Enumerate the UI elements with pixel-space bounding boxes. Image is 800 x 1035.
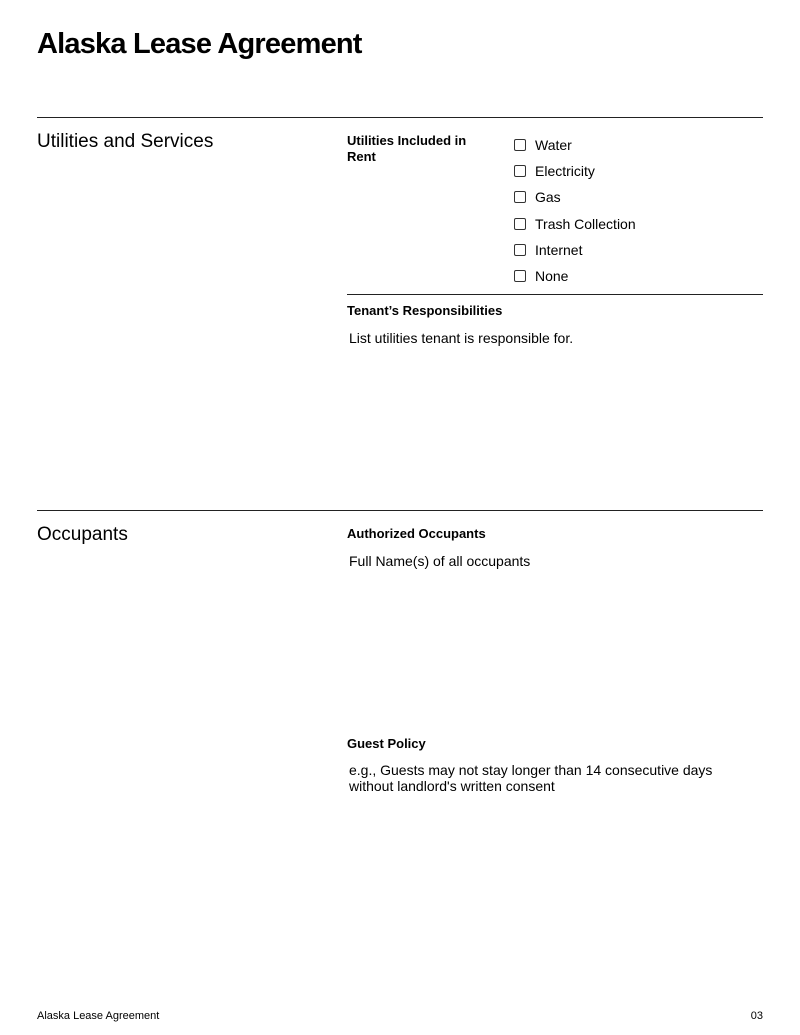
authorized-occupants-field[interactable]: Full Name(s) of all occupants [349, 553, 531, 569]
checkbox-label: Trash Collection [535, 215, 636, 232]
checkbox-label: Water [535, 137, 572, 154]
guest-policy-field[interactable]: e.g., Guests may not stay longer than 14 consecutive days without landlord's written consent [349, 762, 713, 794]
footer-document-name: Alaska Lease Agreement [37, 1010, 160, 1022]
checkbox-gas[interactable] [514, 184, 636, 210]
checkbox-internet[interactable] [514, 237, 636, 263]
checkbox-label: None [535, 268, 569, 285]
utilities-included-label: Utilities Included in Rent [347, 133, 467, 164]
checkbox-none[interactable] [514, 263, 636, 289]
checkbox-electricity[interactable] [514, 158, 636, 184]
checkbox-icon[interactable] [514, 165, 526, 177]
checkbox-water[interactable] [514, 132, 636, 158]
document-title: Alaska Lease Agreement [37, 28, 362, 60]
checkbox-trash-collection[interactable] [514, 211, 636, 237]
checkbox-icon[interactable] [514, 191, 526, 203]
authorized-occupants-label: Authorized Occupants [347, 526, 486, 541]
utilities-section-title: Utilities and Services [37, 131, 214, 152]
checkbox-icon[interactable] [514, 139, 526, 151]
checkbox-label: Gas [535, 189, 561, 206]
occupants-section-title: Occupants [37, 524, 128, 545]
footer-page-number: 03 [750, 1010, 763, 1022]
guest-policy-label: Guest Policy [347, 736, 426, 751]
utilities-checklist [514, 132, 636, 289]
checkbox-icon[interactable] [514, 244, 526, 256]
subsection-divider [347, 294, 763, 295]
checkbox-label: Internet [535, 241, 583, 258]
checkbox-label: Electricity [535, 163, 595, 180]
tenant-responsibilities-field[interactable]: List utilities tenant is responsible for. [349, 330, 574, 346]
checkbox-icon[interactable] [514, 270, 526, 282]
tenant-responsibilities-label: Tenant’s Responsibilities [347, 303, 503, 318]
section-divider [37, 510, 763, 511]
checkbox-icon[interactable] [514, 218, 526, 230]
section-divider [37, 117, 763, 118]
